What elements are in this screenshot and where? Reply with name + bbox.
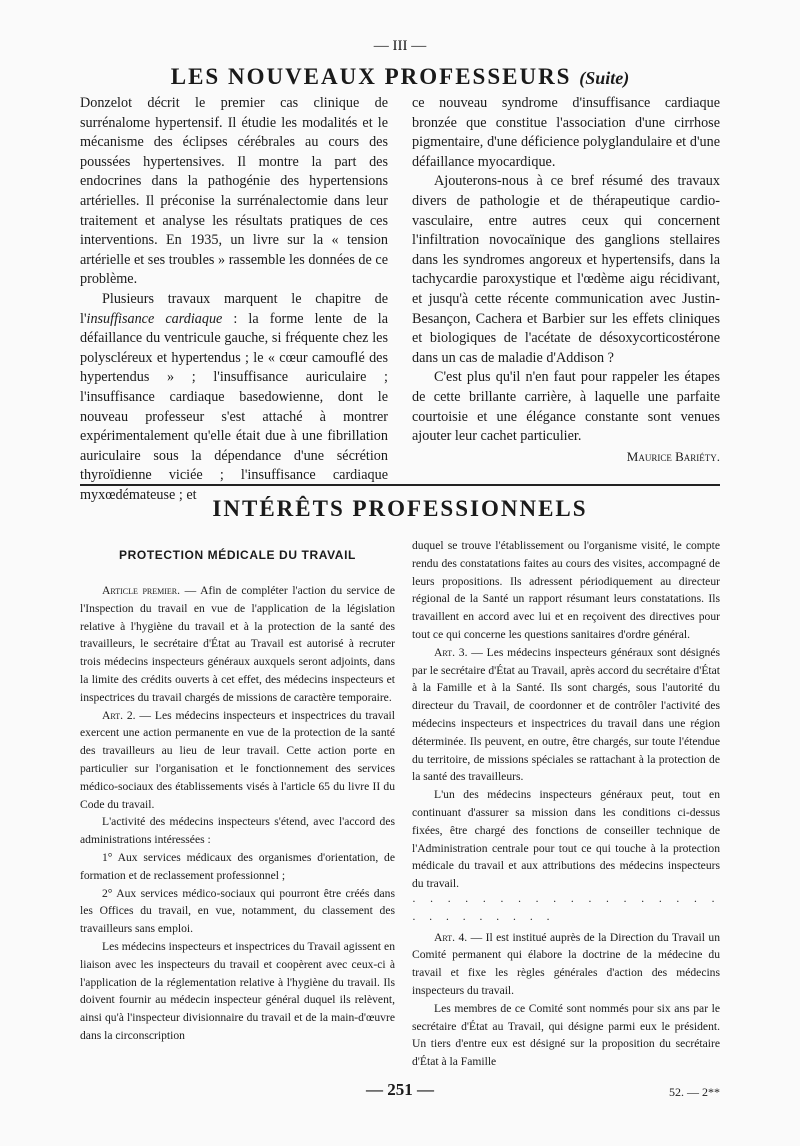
text: — Afin de compléter l'action du service de l'Inspection du travail en vue de l'application de la législation relative à l'hygiène du travail et à la protection de la santé des travailleurs, le secrétaire d'État au Travail est autorisé à recruter trois médecins inspecteurs généraux auxquels seront adjoints, dans la limite des crédits ouverts à cet effet, des médecins inspecteurs et inspectrices du travail chargés de missions de caractère temporaire. <box>80 584 395 704</box>
bottom-right-column <box>412 537 720 1071</box>
text: Plusieurs travaux marquent le chapitre de l' <box>80 290 388 327</box>
section-title-professeurs <box>0 64 800 90</box>
bottom-left-column <box>80 582 395 1045</box>
article-3 <box>412 644 720 786</box>
paragraph: Ajouterons-nous à ce bref résumé des travaux divers de pathologie et de thérapeutique cardio-vasculaire, entre autres ceux qui concernent l'infiltration novocaïnique des ganglions stellaires dans les syndromes angoreux et hypertensifs, dans la tachycardie paroxystique et l'œdème aigu récidivant, et jusqu'à cette récente communication avec Justin-Besançon, Cachera et Barbier sur les effets cliniques et biologiques de l'acétate de désoxycorticostérone dans un cas de maladie d'Addison ? <box>412 173 720 366</box>
paragraph <box>80 290 388 506</box>
article-2 <box>80 707 395 814</box>
subheading: PROTECTION MÉDICALE DU TRAVAIL <box>119 548 356 562</box>
article-4 <box>412 929 720 1000</box>
ellipsis-dots: · · · · · · · · · · · · · · · · · · · · · · · · · · · <box>412 894 720 926</box>
paragraph: Les membres de ce Comité sont nommés pour six ans par le secrétaire d'État au Travail, qui désigne parmi eux le président. Un tiers d'entre eux est désigné sur la proposition du secrétaire d'État à la Famille <box>412 1001 720 1069</box>
text: — Les médecins inspecteurs et inspectrices du travail exercent une action permanente en vue de la protection de la santé des travailleurs au lieu de leur travail. Cette action porte en particulier sur l'organisation et le fonctionnement des services médico-sociaux des établissements visés à l'article 65 du livre II du Code du travail. <box>80 708 396 811</box>
signature: Maurice Bariéty. <box>626 448 720 464</box>
paragraph: ce nouveau syndrome d'insuffisance cardiaque bronzée que constitue l'association d'une cirrhose pigmentaire, d'une déficience polyglandulaire et d'une défaillance myocardique. <box>412 95 720 170</box>
paragraph: C'est plus qu'il n'en faut pour rappeler les étapes de cette brillante carrière, à laquelle une parfaite courtoisie et une élégance constante sont venues ajouter leur cachet particulier. <box>412 369 720 445</box>
text: — Les médecins inspecteurs généraux sont désignés par le secrétaire d'État au Travail, après accord du secrétaire d'État à la Famille et à la Santé. Ils sont chargés, sous l'autorité du directeur du Travail, de coordonner et de contrôler l'activité des médecins inspecteurs et inspectrices du travail dans une région déterminée. Ils peuvent, en outre, être chargés, sur toute l'étendue du territoire, de missions spéciales se rattachant à la protection de la santé des travailleurs. <box>412 645 720 784</box>
title-suite: (Suite) <box>579 68 630 88</box>
title-text: LES NOUVEAUX PROFESSEURS <box>170 64 572 89</box>
section-divider <box>80 484 720 486</box>
paragraph: L'activité des médecins inspecteurs s'étend, avec l'accord des administrations intéressées : <box>80 815 395 847</box>
section-title-interets: INTÉRÊTS PROFESSIONNELS <box>212 496 588 521</box>
list-item: 1° Aux services médicaux des organismes d'orientation, de formation et de reclassement professionnel ; <box>80 850 395 882</box>
article-label: Article premier. <box>102 584 181 597</box>
top-left-column <box>80 94 388 505</box>
article-label: Art. 3. <box>434 645 468 659</box>
text: — Il est institué auprès de la Direction du Travail un Comité permanent qui élabore la doctrine de la médecine du travail et fixe les règles générales d'action des médecins inspecteurs du travail. <box>412 930 721 997</box>
article-label: Art. 2. <box>102 708 136 722</box>
text: : la forme lente de la défaillance du ventricule gauche, si fréquente chez les polyscléreux et hypertendus ; le « cœur camouflé des hypertendus » ; l'insuffisance auriculaire ; l'insuffisance cardiaque basedowienne, dont le nouveau professeur s'est attaché à montrer expérimentalement qu'elle était due à une fibrillation auriculaire sous la dépendance d'une sécrétion thyroïdienne viciée ; l'insuffisance cardiaque myxœdémateuse ; et <box>80 310 388 503</box>
article-1 <box>80 582 395 707</box>
emphasis: insuffisance cardiaque <box>86 310 223 327</box>
top-right-column <box>412 94 720 466</box>
list-item: 2° Aux services médico-sociaux qui pourront être créés dans les Offices du travail, en vue, notamment, du classement des travailleurs sans emploi. <box>80 886 395 936</box>
article-label: Art. 4. <box>434 930 468 944</box>
paragraph: duquel se trouve l'établissement ou l'organisme visité, le compte rendu des constatations faites au cours des visites, accompagné de leurs propositions. Ils adressent périodiquement au directeur régional de la Santé un rapport résumant leurs constatations. Ils travaillent en accord avec lui et en reçoivent des directives pour tout ce qui concerne les questions sanitaires d'ordre général. <box>412 539 720 641</box>
signature-code: 52. — 2** <box>669 1085 720 1099</box>
paragraph: Les médecins inspecteurs et inspectrices du Travail agissent en liaison avec les inspecteurs du travail et coopèrent avec ceux-ci à l'application de la réglementation relative à l'hygiène du travail. Ils doivent fournir au médecin inspecteur général duquel ils relèvent, ainsi qu'à l'inspecteur divisionnaire du travail et de la main-d'œuvre dans la circonscription <box>80 939 395 1042</box>
paragraph: Donzelot décrit le premier cas clinique de surrénalome hypertensif. Il étudie les modalités et le mécanisme des éclipses cérébrales au cours des poussées hypertensives. Il montre la part des endocrines dans la pathogénie des hypertensions artérielles. Il préconise la surrénalectomie dans leur traitement et analyse les résultats pratiques de ces interventions. En 1935, un livre sur la « tension artérielle et ses troubles » rassemble les données de ce problème. <box>80 95 388 288</box>
roman-page-marker: — III — <box>373 38 427 54</box>
paragraph: L'un des médecins inspecteurs généraux peut, tout en continuant d'assurer sa mission dans les conditions ci-dessus fixées, être chargé des fonctions de conseiller technique de l'Administration centrale pour tout ce qui touche à la protection médicale du travail et aux attributions des médecins inspecteurs du travail. <box>412 788 720 891</box>
page-number: — 251 — <box>366 1080 434 1099</box>
